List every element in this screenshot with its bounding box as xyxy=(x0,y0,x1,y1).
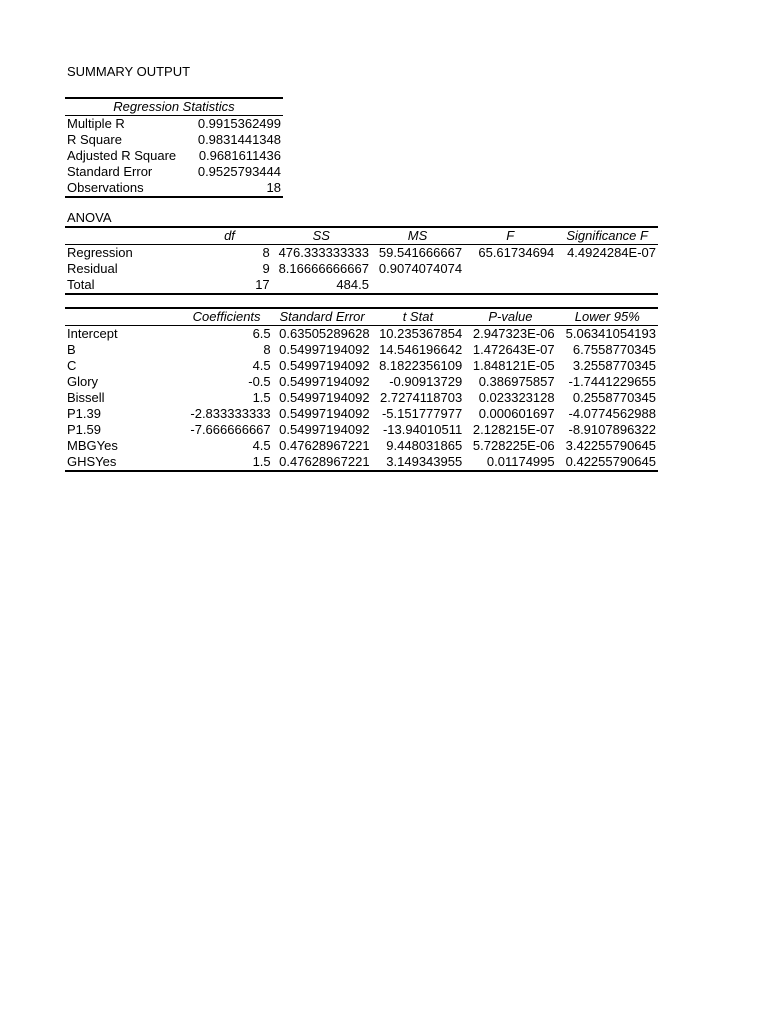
table-row xyxy=(65,342,658,358)
stat-value: 0.9525793444 xyxy=(197,164,281,179)
column-header: df xyxy=(187,227,271,245)
anova-table xyxy=(65,226,658,295)
column-header: SS xyxy=(272,227,371,245)
stat-value: 18 xyxy=(266,180,281,195)
table-cell: 4.4924284E-07 xyxy=(567,245,656,260)
table-cell xyxy=(556,261,658,277)
row-label: Regression xyxy=(67,245,133,260)
table-cell: 14.546196642 xyxy=(379,342,463,357)
table-row xyxy=(65,438,658,454)
table-cell: 0.01174995 xyxy=(486,454,555,469)
table-cell: 4.5 xyxy=(252,438,271,453)
table-cell: 1.5 xyxy=(252,390,271,405)
table-cell: -2.833333333 xyxy=(190,406,271,421)
row-label: Bissell xyxy=(67,390,105,405)
column-header: P-value xyxy=(464,308,556,326)
table-cell: 3.149343955 xyxy=(386,454,463,469)
table-row xyxy=(65,180,283,197)
row-label: MBGYes xyxy=(67,438,118,453)
table-row xyxy=(65,454,658,471)
table-row xyxy=(65,277,658,294)
stat-value: 0.9831441348 xyxy=(197,132,281,147)
table-cell: 65.61734694 xyxy=(478,245,555,260)
row-label: C xyxy=(67,358,77,373)
coefficients-header-row xyxy=(65,308,658,326)
table-cell: 0.000601697 xyxy=(478,406,555,421)
stat-label: R Square xyxy=(67,132,122,147)
regression-statistics-header-row xyxy=(65,98,283,116)
table-cell xyxy=(464,277,556,294)
column-header: Coefficients xyxy=(181,308,273,326)
table-cell: 6.7558770345 xyxy=(572,342,656,357)
table-cell: 1.5 xyxy=(252,454,271,469)
stat-label: Adjusted R Square xyxy=(67,148,177,163)
column-header: t Stat xyxy=(372,308,465,326)
table-cell: -4.0774562988 xyxy=(568,406,656,421)
anova-header-row xyxy=(65,227,658,245)
table-row xyxy=(65,390,658,406)
table-cell: 9 xyxy=(262,261,270,276)
table-row xyxy=(65,148,283,164)
table-cell: 0.54997194092 xyxy=(279,390,370,405)
table-cell: 1.848121E-05 xyxy=(472,358,555,373)
column-header xyxy=(65,308,181,326)
coefficients-table xyxy=(65,307,658,472)
stat-label: Observations xyxy=(67,180,144,195)
table-row xyxy=(65,116,283,133)
summary-output-title: SUMMARY OUTPUT xyxy=(67,64,191,79)
column-header: Lower 95% xyxy=(557,308,658,326)
table-cell: 0.63505289628 xyxy=(279,326,370,341)
table-cell: 0.47628967221 xyxy=(279,454,370,469)
row-label: GHSYes xyxy=(67,454,117,469)
anova-label: ANOVA xyxy=(67,210,112,225)
table-cell: -8.9107896322 xyxy=(568,422,656,437)
row-label: Residual xyxy=(67,261,118,276)
table-cell: 3.2558770345 xyxy=(572,358,656,373)
row-label: P1.59 xyxy=(67,422,101,437)
table-cell: 0.023323128 xyxy=(478,390,555,405)
table-cell: 0.54997194092 xyxy=(279,342,370,357)
column-header: MS xyxy=(371,227,464,245)
row-label: Total xyxy=(67,277,95,292)
column-header: Significance F xyxy=(556,227,658,245)
table-cell xyxy=(556,277,658,294)
column-header xyxy=(65,227,187,245)
row-label: P1.39 xyxy=(67,406,101,421)
table-cell: 4.5 xyxy=(252,358,271,373)
table-row xyxy=(65,326,658,343)
table-cell: 3.42255790645 xyxy=(565,438,656,453)
table-cell: 10.235367854 xyxy=(379,326,463,341)
table-cell: -13.94010511 xyxy=(382,422,463,437)
table-cell: 8.1822356109 xyxy=(379,358,463,373)
table-cell: 0.42255790645 xyxy=(565,454,656,469)
stat-label: Multiple R xyxy=(67,116,125,131)
table-cell xyxy=(464,261,556,277)
table-cell: 8 xyxy=(262,245,270,260)
stat-label: Standard Error xyxy=(67,164,153,179)
table-cell: 6.5 xyxy=(252,326,271,341)
table-cell xyxy=(371,277,464,294)
table-cell: 2.7274118703 xyxy=(380,390,463,405)
table-cell: 9.448031865 xyxy=(386,438,463,453)
row-label: B xyxy=(67,342,76,357)
row-label: Glory xyxy=(67,374,99,389)
table-cell: -0.5 xyxy=(248,374,271,389)
stat-value: 0.9681611436 xyxy=(198,148,281,163)
table-cell: 0.54997194092 xyxy=(279,358,370,373)
row-label: Intercept xyxy=(67,326,118,341)
stat-value: 0.9915362499 xyxy=(197,116,281,131)
table-row xyxy=(65,422,658,438)
table-cell: 1.472643E-07 xyxy=(472,342,555,357)
table-cell: 17 xyxy=(255,277,270,292)
table-cell: 0.9074074074 xyxy=(378,261,463,276)
regression-statistics-table xyxy=(65,97,283,198)
table-cell: 476.333333333 xyxy=(278,245,369,260)
table-cell: 2.947323E-06 xyxy=(472,326,555,341)
table-row xyxy=(65,132,283,148)
table-row xyxy=(65,164,283,180)
column-header: Standard Error xyxy=(273,308,372,326)
table-row xyxy=(65,261,658,277)
table-cell: -1.7441229655 xyxy=(568,374,656,389)
table-cell: 8 xyxy=(263,342,271,357)
table-cell: 5.728225E-06 xyxy=(472,438,555,453)
table-cell: 0.386975857 xyxy=(478,374,555,389)
table-cell: 8.16666666667 xyxy=(278,261,369,276)
table-row xyxy=(65,358,658,374)
table-cell: 0.54997194092 xyxy=(279,406,370,421)
table-row xyxy=(65,406,658,422)
table-cell: 0.54997194092 xyxy=(279,374,370,389)
table-cell: 484.5 xyxy=(336,277,369,292)
table-row xyxy=(65,374,658,390)
table-cell: 0.47628967221 xyxy=(279,438,370,453)
table-cell: -7.666666667 xyxy=(190,422,271,437)
table-cell: 2.128215E-07 xyxy=(472,422,555,437)
table-cell: 59.541666667 xyxy=(378,245,463,260)
table-cell: 0.54997194092 xyxy=(279,422,370,437)
column-header: F xyxy=(464,227,556,245)
table-cell: 0.2558770345 xyxy=(572,390,656,405)
table-row xyxy=(65,245,658,262)
regression-statistics-header: Regression Statistics xyxy=(65,98,283,116)
table-cell: -5.151777977 xyxy=(381,406,463,421)
table-cell: 5.06341054193 xyxy=(565,326,656,341)
table-cell: -0.90913729 xyxy=(389,374,463,389)
